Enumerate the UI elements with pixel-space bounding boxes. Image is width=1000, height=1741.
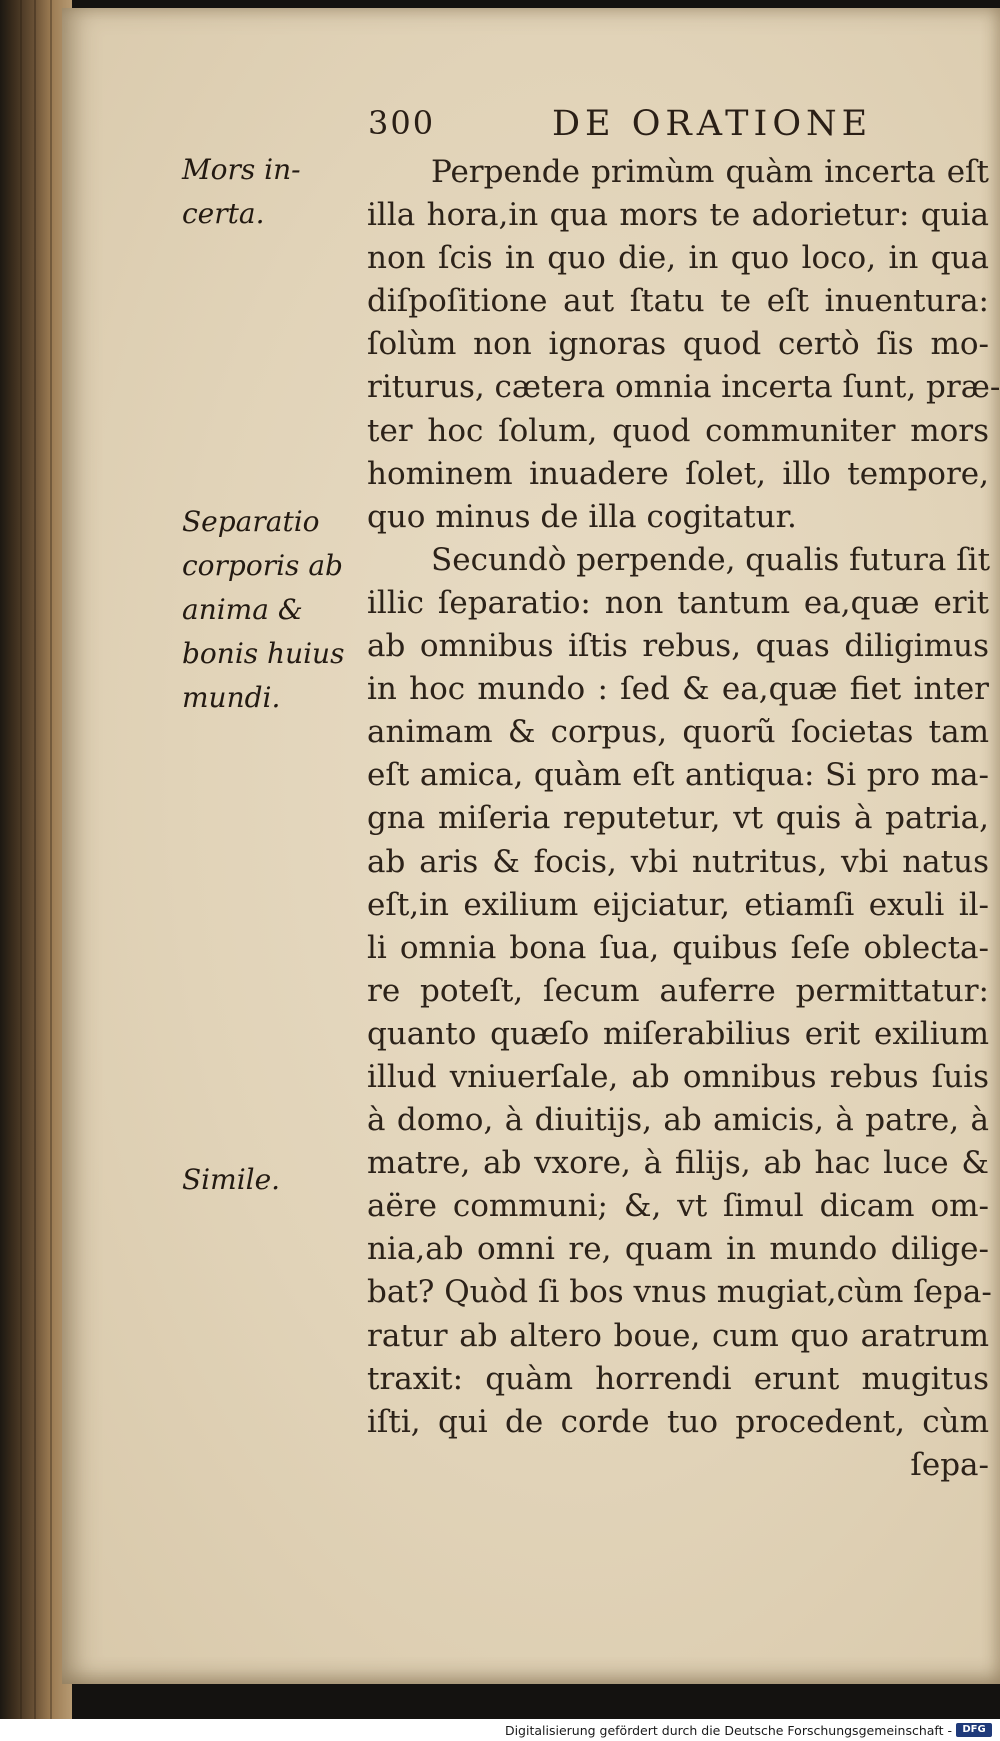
text-line: re poteſt, ſecum auferre permittatur: (367, 972, 989, 1009)
text-line: Secundò perpende, qualis futura ſit (431, 541, 991, 578)
text-line: riturus, cætera omnia incerta ſunt, præ- (367, 369, 1000, 406)
text-line: Perpende primùm quàm incerta eſt (431, 154, 989, 190)
text-line: ab omnibus iſtis rebus, quas diligimus (367, 628, 989, 665)
text-line: ſolùm non ignoras quod certò ſis mo- (367, 326, 989, 363)
body-text (367, 151, 1000, 1487)
text-line: aëre communi; &, vt ſimul dicam om- (367, 1188, 989, 1225)
text-line: bat? Quòd ſi bos vnus mugiat,cùm ſepa- (367, 1274, 992, 1311)
digitization-footer (0, 1719, 1000, 1741)
text-line: hominem inuadere ſolet, illo tempore, (367, 455, 989, 492)
text-line: ter hoc ſolum, quod communiter mors (367, 412, 989, 449)
text-line: illic ſeparatio: non tantum ea,quæ erit (367, 584, 989, 621)
text-line: nia,ab omni re, quam in mundo dilige- (367, 1231, 989, 1268)
page-header (62, 104, 1000, 154)
text-line: quanto quæſo miſerabilius erit exilium (367, 1015, 989, 1052)
book-page (62, 8, 1000, 1684)
text-line: quo minus de illa cogitatur. (367, 498, 797, 535)
text-line: animam & corpus, quorũ ſocietas tam (367, 714, 989, 751)
text-line: diſpoſitione aut ſtatu te eſt inuentura: (367, 283, 989, 320)
text-line: in hoc mundo : ſed & ea,quæ fiet inter (367, 671, 989, 708)
margin-note-simile: Simile. (182, 1163, 281, 1196)
footer-credit: Digitalisierung gefördert durch die Deutsche Forschungsgemeinschaft - (504, 1723, 952, 1738)
text-line: ab aris & focis, vbi nutritus, vbi natus (367, 843, 989, 880)
text-line: traxit: quàm horrendi erunt mugitus (367, 1360, 989, 1397)
running-title: DE ORATIONE (552, 104, 873, 144)
text-line: illa hora,in qua mors te adorietur: quia (367, 197, 989, 234)
text-line: non ſcis in quo die, in quo loco, in qua (367, 240, 989, 277)
margin-note-separatio: Separatio corporis ab anima & bonis huius mundi. (182, 505, 345, 714)
text-line: gna miſeria reputetur, vt quis à patria, (367, 800, 989, 837)
page-number: 300 (368, 104, 436, 142)
text-line: ratur ab altero boue, cum quo aratrum (367, 1317, 989, 1354)
catchword: ſepa- (910, 1446, 989, 1483)
margin-note-mors-incerta: Mors in- certa. (182, 153, 301, 230)
dfg-logo-icon: DFG (956, 1723, 992, 1737)
text-line: matre, ab vxore, à filijs, ab hac luce & (367, 1145, 989, 1182)
text-line: iſti, qui de corde tuo procedent, cùm (367, 1403, 989, 1440)
text-line: eſt amica, quàm eſt antiqua: Si pro ma- (367, 757, 989, 794)
text-line: eſt,in exilium eijciatur, etiamſi exuli il- (367, 886, 989, 923)
text-line: illud vniuerſale, ab omnibus rebus ſuis (367, 1058, 989, 1095)
text-line: à domo, à diuitijs, ab amicis, à patre, à (367, 1102, 989, 1139)
text-line: li omnia bona ſua, quibus ſeſe oblecta- (367, 929, 989, 966)
